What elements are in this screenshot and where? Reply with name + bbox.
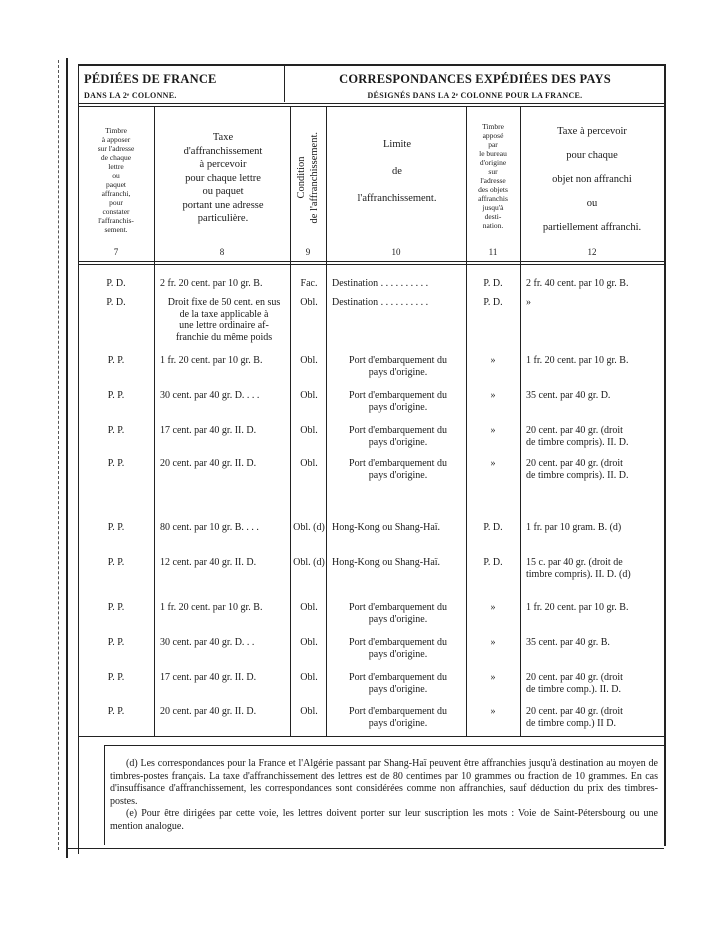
cell-c7: P. P. bbox=[107, 672, 125, 683]
cell-c8: 1 fr. 20 cent. par 10 gr. B. bbox=[160, 602, 263, 613]
cell-c7: P. P. bbox=[107, 557, 125, 568]
cell-c8: 2 fr. 20 cent. par 10 gr. B. bbox=[160, 278, 263, 289]
col-divider-11-12 bbox=[520, 106, 521, 736]
cell-c11: » bbox=[490, 706, 496, 717]
cell-c12: 1 fr. par 10 gram. B. (d) bbox=[526, 522, 622, 533]
cell-c7: P. P. bbox=[107, 458, 125, 469]
binding-margin bbox=[58, 60, 59, 850]
cell-c10: Port d'embarquement du pays d'origine. bbox=[349, 672, 447, 695]
cell-c7: P. P. bbox=[107, 602, 125, 613]
cell-c11: P. D. bbox=[483, 278, 503, 289]
cell-c9: Obl. (d) bbox=[293, 557, 325, 568]
cell-c12: 15 c. par 40 gr. (droit de timbre compris). II. D. (d) bbox=[526, 557, 631, 580]
cell-c9: Obl. bbox=[300, 458, 318, 469]
heading-rule bbox=[78, 261, 664, 262]
col-num-11: 11 bbox=[488, 247, 498, 257]
cell-c7: P. P. bbox=[107, 637, 125, 648]
cell-c11: P. D. bbox=[483, 297, 503, 308]
notes-top-rule bbox=[104, 745, 664, 746]
col-divider-10-11 bbox=[466, 106, 467, 736]
col-num-7: 7 bbox=[113, 247, 119, 257]
cell-c11: » bbox=[490, 425, 496, 436]
cell-c7: P. P. bbox=[107, 390, 125, 401]
cell-c10: Hong-Kong ou Shang-Haï. bbox=[332, 557, 441, 568]
cell-c10: Port d'embarquement du pays d'origine. bbox=[349, 390, 447, 413]
cell-c12: 20 cent. par 40 gr. (droit de timbre compris). II. D. bbox=[526, 425, 629, 448]
cell-c9: Obl. bbox=[300, 706, 318, 717]
col-divider-7-8 bbox=[154, 106, 155, 736]
footnote-e: (e) Pour être dirigées par cette voie, les lettres doivent porter sur leur suscription les mots : Voie de Saint-Pétersbourg ou une mention analogue. bbox=[110, 808, 658, 832]
col-heading-11: Timbre apposé par le bureau d'origine sur l'adresse des objets affranchis jusqu'à desti- nation. bbox=[478, 122, 508, 230]
cell-c9: Obl. (d) bbox=[293, 522, 325, 533]
cell-c10: Port d'embarquement du pays d'origine. bbox=[349, 355, 447, 378]
cell-c8: 30 cent. par 40 gr. D. . . bbox=[160, 637, 255, 648]
col-heading-12: Taxe à percevoir pour chaque objet non affranchi ou partiellement affranchi. bbox=[542, 126, 642, 233]
notes-left-rule bbox=[104, 745, 105, 845]
cell-c7: P. D. bbox=[106, 278, 126, 289]
footnote-d: (d) Les correspondances pour la France et l'Algérie passant par Shang-Haï peuvent être affranchies jusqu'à destination au moyen de timbres-postes français. La taxe d'affranchissement des lettres est de 80 centimes par 10 grammes ou fraction de 10 grammes. En cas d'insuffisance d'affranchissement, les correspondances sont considérées comme non affranchies, sauf déduction du prix des timbres-postes. bbox=[110, 758, 658, 807]
right-title: CORRESPONDANCES EXPÉDIÉES DES PAYS bbox=[339, 72, 611, 86]
cell-c8: 30 cent. par 40 gr. D. . . . bbox=[160, 390, 260, 401]
cell-c11: P. D. bbox=[483, 557, 503, 568]
heading-rule-2 bbox=[78, 264, 664, 265]
page-bottom-rule bbox=[66, 848, 664, 849]
frame-right bbox=[664, 64, 666, 846]
table-bottom-rule bbox=[78, 736, 664, 737]
cell-c7: P. P. bbox=[107, 522, 125, 533]
cell-c8: 17 cent. par 40 gr. II. D. bbox=[160, 425, 257, 436]
left-subtitle: DANS LA 2ᵉ COLONNE. bbox=[84, 91, 177, 100]
col-heading-9: Condition de l'affranchissement. bbox=[296, 132, 320, 224]
cell-c10: Destination . . . . . . . . . . bbox=[332, 297, 429, 308]
col-num-12: 12 bbox=[587, 247, 597, 257]
cell-c7: P. D. bbox=[106, 297, 126, 308]
cell-c10: Hong-Kong ou Shang-Haï. bbox=[332, 522, 441, 533]
cell-c12: 20 cent. par 40 gr. (droit de timbre comp.) II D. bbox=[526, 706, 623, 729]
col-heading-10: Limite de l'affranchissement. bbox=[357, 139, 437, 204]
cell-c8: 17 cent. par 40 gr. II. D. bbox=[160, 672, 257, 683]
cell-c11: » bbox=[490, 458, 496, 469]
col-heading-7: Timbre à apposer sur l'adresse de chaque lettre ou paquet affranchi, pour constater l'affranchis- sement. bbox=[97, 126, 135, 234]
cell-c9: Obl. bbox=[300, 637, 318, 648]
cell-c7: P. P. bbox=[107, 425, 125, 436]
header-rule-2 bbox=[78, 106, 664, 107]
cell-c9: Obl. bbox=[300, 425, 318, 436]
cell-c11: » bbox=[490, 355, 496, 366]
cell-c11: » bbox=[490, 390, 496, 401]
frame-left bbox=[66, 58, 68, 858]
cell-c11: P. D. bbox=[483, 522, 503, 533]
cell-c12: » bbox=[526, 297, 531, 308]
col-num-10: 10 bbox=[391, 247, 401, 257]
cell-c7: P. P. bbox=[107, 706, 125, 717]
cell-c12: 1 fr. 20 cent. par 10 gr. B. bbox=[526, 355, 629, 366]
cell-c11: » bbox=[490, 672, 496, 683]
cell-c8: 12 cent. par 40 gr. II. D. bbox=[160, 557, 257, 568]
cell-c12: 20 cent. par 40 gr. (droit de timbre compris). II. D. bbox=[526, 458, 629, 481]
cell-c9: Obl. bbox=[300, 602, 318, 613]
cell-c8: 20 cent. par 40 gr. II. D. bbox=[160, 706, 257, 717]
cell-c9: Obl. bbox=[300, 355, 318, 366]
header-divider bbox=[284, 64, 285, 102]
cell-c9: Obl. bbox=[300, 672, 318, 683]
cell-c8: Droit fixe de 50 cent. en sus de la taxe applicable à une lettre ordinaire af- franchie du même poids bbox=[167, 297, 281, 343]
col-heading-8: Taxe d'affranchissement à percevoir pour chaque lettre ou paquet portant une adresse particulière. bbox=[182, 132, 264, 224]
cell-c12: 20 cent. par 40 gr. (droit de timbre comp.). II. D. bbox=[526, 672, 623, 695]
cell-c9: Obl. bbox=[300, 297, 318, 308]
frame-top bbox=[78, 64, 664, 66]
cell-c8: 20 cent. par 40 gr. II. D. bbox=[160, 458, 257, 469]
cell-c10: Port d'embarquement du pays d'origine. bbox=[349, 458, 447, 481]
cell-c9: Obl. bbox=[300, 390, 318, 401]
cell-c12: 35 cent. par 40 gr. D. bbox=[526, 390, 611, 401]
cell-c9: Fac. bbox=[300, 278, 318, 289]
cell-c8: 80 cent. par 10 gr. B. . . . bbox=[160, 522, 259, 533]
cell-c10: Port d'embarquement du pays d'origine. bbox=[349, 602, 447, 625]
header-rule bbox=[78, 103, 664, 104]
cell-c7: P. P. bbox=[107, 355, 125, 366]
cell-c10: Port d'embarquement du pays d'origine. bbox=[349, 637, 447, 660]
cell-c10: Destination . . . . . . . . . . bbox=[332, 278, 429, 289]
col-num-8: 8 bbox=[219, 247, 225, 257]
cell-c11: » bbox=[490, 602, 496, 613]
cell-c8: 1 fr. 20 cent. par 10 gr. B. bbox=[160, 355, 263, 366]
cell-c11: » bbox=[490, 637, 496, 648]
cell-c12: 1 fr. 20 cent. par 10 gr. B. bbox=[526, 602, 629, 613]
cell-c12: 2 fr. 40 cent. par 10 gr. B. bbox=[526, 278, 629, 289]
col-num-9: 9 bbox=[305, 247, 311, 257]
cell-c10: Port d'embarquement du pays d'origine. bbox=[349, 706, 447, 729]
left-title: PÉDIÉES DE FRANCE bbox=[84, 72, 217, 86]
cell-c10: Port d'embarquement du pays d'origine. bbox=[349, 425, 447, 448]
right-subtitle: DÉSIGNÉS DANS LA 2ᵉ COLONNE POUR LA FRANCE. bbox=[367, 91, 583, 100]
cell-c12: 35 cent. par 40 gr. B. bbox=[526, 637, 610, 648]
